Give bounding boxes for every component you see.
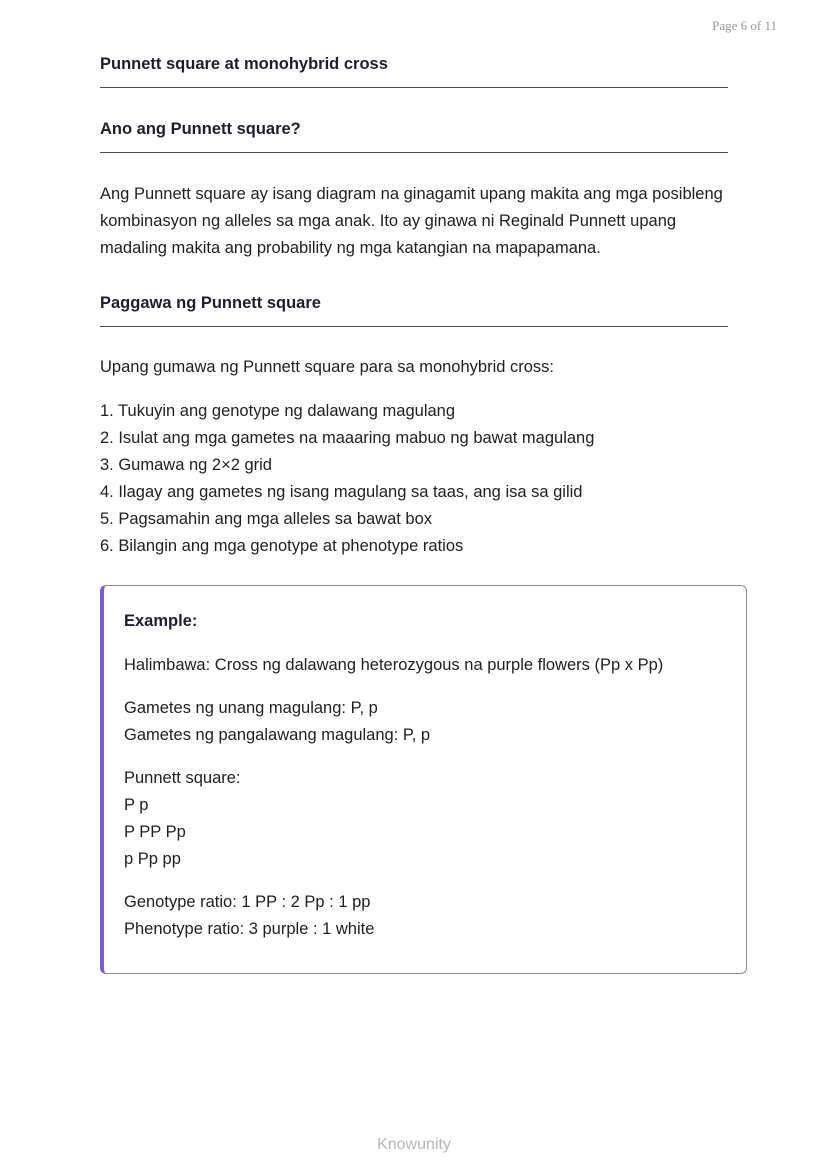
document-content (100, 54, 728, 974)
example-description: Halimbawa: Cross ng dalawang heterozygous na purple flowers (Pp x Pp) (124, 655, 664, 674)
list-item: 6. Bilangin ang mga genotype at phenotype ratios (100, 536, 464, 555)
list-item: 2. Isulat ang mga gametes na maaaring mabuo ng bawat magulang (100, 428, 595, 447)
section-heading-making: Paggawa ng Punnett square (100, 294, 321, 312)
steps-intro: Upang gumawa ng Punnett square para sa monohybrid cross: (100, 358, 555, 376)
list-item: 4. Ilagay ang gametes ng isang magulang sa taas, ang isa sa gilid (100, 482, 583, 501)
page-number: Page 6 of 11 (712, 18, 777, 33)
section-divider (100, 326, 728, 327)
phenotype-ratio: Phenotype ratio: 3 purple : 1 white (124, 919, 375, 938)
gametes-parent-1: Gametes ng unang magulang: P, p (124, 698, 378, 717)
section-heading-what-is: Ano ang Punnett square? (100, 120, 301, 138)
punnett-row: p Pp pp (124, 849, 181, 868)
gametes-parent-2: Gametes ng pangalawang magulang: P, p (124, 725, 431, 744)
footer-brand: Knowunity (377, 1136, 451, 1153)
title-divider (100, 87, 728, 88)
steps-list (100, 398, 728, 560)
genotype-ratio: Genotype ratio: 1 PP : 2 Pp : 1 pp (124, 892, 371, 911)
punnett-row: P PP Pp (124, 822, 186, 841)
list-item: 3. Gumawa ng 2×2 grid (100, 455, 272, 474)
punnett-row: P p (124, 795, 149, 814)
definition-paragraph: Ang Punnett square ay isang diagram na ginagamit upang makita ang mga posibleng kombinasyon ng alleles sa mga anak. Ito ay ginawa ni Reginald Punnett upang madaling makita ang probability ng mga katangian na mapapamana. (100, 185, 723, 257)
list-item: 1. Tukuyin ang genotype ng dalawang magulang (100, 401, 456, 420)
section-divider (100, 152, 728, 153)
page-title: Punnett square at monohybrid cross (100, 55, 388, 73)
punnett-label: Punnett square: (124, 768, 241, 787)
example-callout (100, 585, 747, 974)
example-label: Example: (124, 611, 198, 630)
list-item: 5. Pagsamahin ang mga alleles sa bawat box (100, 509, 433, 528)
